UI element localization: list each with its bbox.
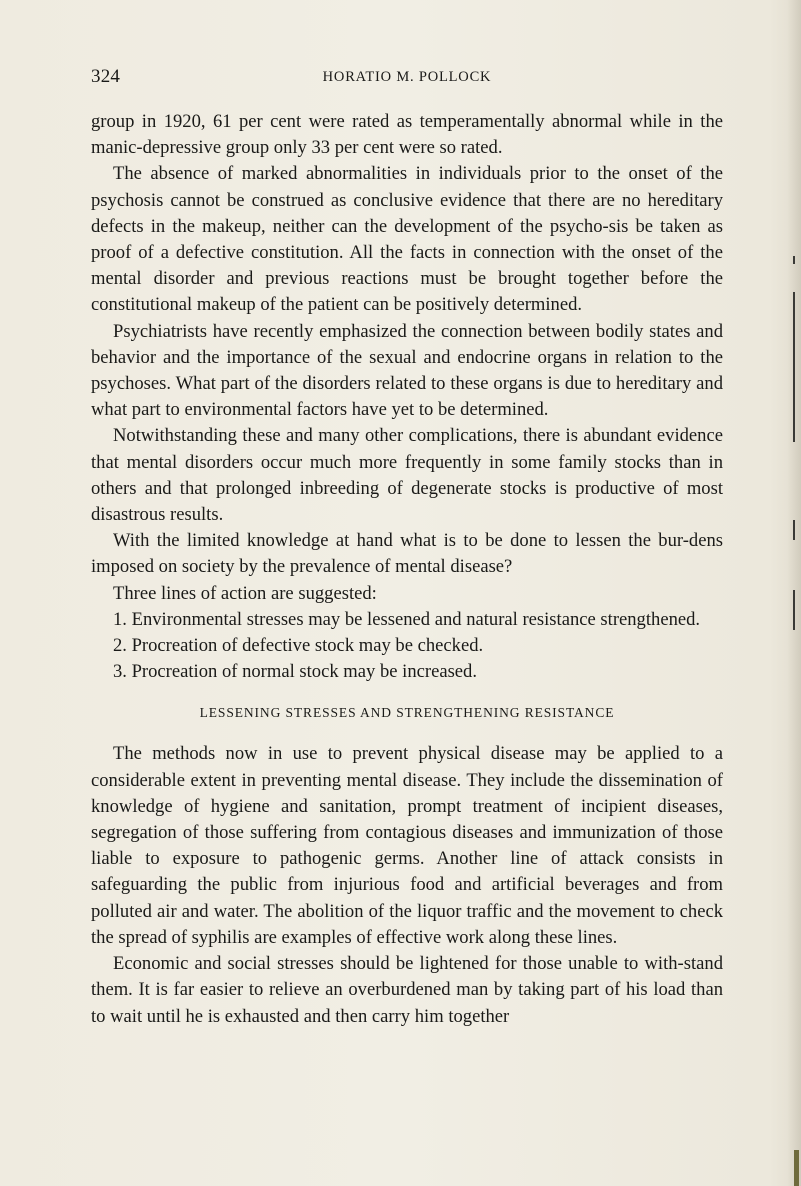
list-item: 1. Environmental stresses may be lessened and natural resistance strengthened. [113, 608, 701, 630]
page-header [91, 66, 723, 86]
paragraph: Psychiatrists have recently emphasized the connection between bodily states and behavior and the importance of the sexual and endocrine organs in relation to the psychoses. What part of the disorders related to these organs is due to hereditary and what part to environmental factors have yet to be determined. [91, 320, 723, 421]
section-heading: LESSENING STRESSES AND STRENGTHENING RESISTANCE [199, 705, 615, 721]
paragraph: Three lines of action are suggested: [113, 582, 377, 604]
paragraph: The methods now in use to prevent physical disease may be applied to a considerable extent in preventing mental disease. They include the dissemination of knowledge of hygiene and sanitation, prompt treatment of incipient diseases, segregation of those suffering from contagious diseases and immunization of those liable to exposure to pathogenic germs. Another line of attack consists in safeguarding the public from injurious food and artificial beverages and from polluted air and water. The abolition of the liquor traffic and the movement to check the spread of syphilis are examples of effective work along these lines. [91, 743, 723, 948]
list-item: 2. Procreation of defective stock may be checked. [113, 635, 484, 657]
paragraph: Notwithstanding these and many other complications, there is abundant evidence that mental disorders occur much more frequently in some family stocks than in others and that prolonged inbreeding of degenerate stocks is productive of most disastrous results. [91, 425, 723, 526]
page-edge-mark [793, 292, 795, 442]
page-body [91, 109, 723, 1030]
paragraph-continuation: group in 1920, 61 per cent were rated as temperamentally abnormal while in the manic-depressive group only 33 per cent were so rated. [91, 111, 723, 159]
page-edge-mark [794, 1150, 799, 1186]
running-head: HORATIO M. POLLOCK [322, 69, 492, 85]
page-edge-mark [793, 520, 795, 540]
paragraph: The absence of marked abnormalities in individuals prior to the onset of the psychosis cannot be construed as conclusive evidence that there are no hereditary defects in the makeup, neither can the development of the psycho-sis be taken as proof of a defective constitution. All the facts in connection with the onset of the mental disorder and previous reactions must be brought together before the constitutional makeup of the patient can be positively determined. [91, 163, 723, 316]
page-edge-mark [793, 590, 795, 630]
list-item: 3. Procreation of normal stock may be increased. [113, 661, 478, 683]
page-number: 324 [91, 66, 121, 87]
page-edge-mark [793, 256, 795, 264]
paragraph: With the limited knowledge at hand what is to be done to lessen the bur-dens imposed on society by the prevalence of mental disease? [91, 530, 723, 578]
paragraph: Economic and social stresses should be lightened for those unable to with-stand them. It is far easier to relieve an overburdened man by taking part of his load than to wait until he is exhausted and then carry him together [91, 953, 723, 1027]
